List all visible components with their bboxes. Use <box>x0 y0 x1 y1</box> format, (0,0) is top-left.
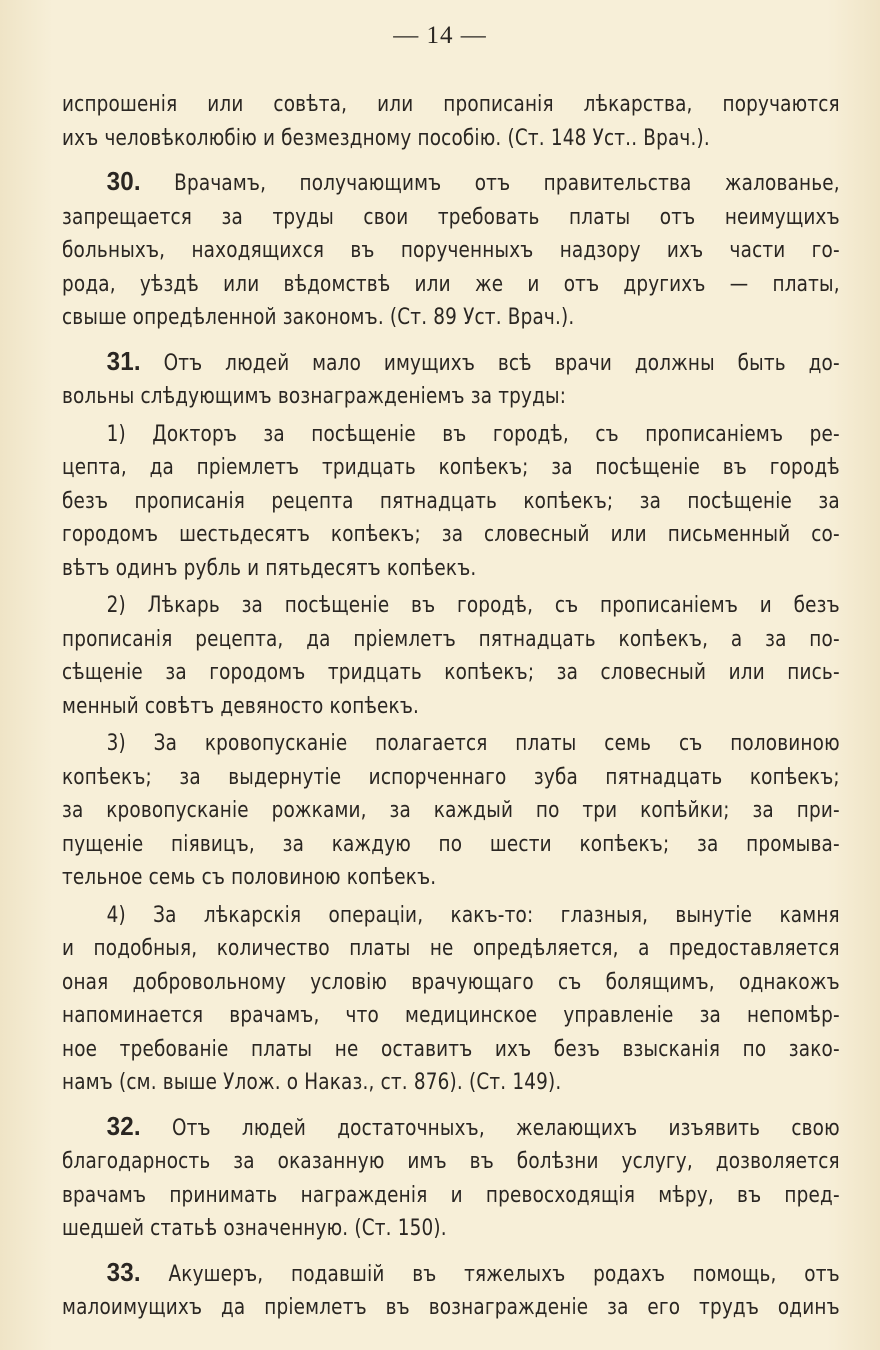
article-31-item-2 <box>62 589 840 723</box>
text-line: шедшей статьѣ означенную. (Ст. 150). <box>62 1216 447 1241</box>
text-line: испрошенія или совѣта, или прописанія лѣкарства, поручаются <box>62 92 840 117</box>
article-31-item-3 <box>62 727 840 895</box>
text-line: вольны слѣдующимъ вознагражденіемъ за труды: <box>62 384 567 409</box>
text-line: ихъ человѣколюбію и безмездному пособію. (Ст. 148 Уст.. Врач.). <box>62 125 710 151</box>
text-line: сѣщеніе за городомъ тридцать копѣекъ; за словесный или пись- <box>62 660 840 685</box>
text-line: ное требованіе платы не оставитъ ихъ безъ взысканія по зако- <box>62 1036 840 1062</box>
article-31-item-4 <box>62 899 840 1100</box>
text-line: копѣекъ; за выдернутіе испорченнаго зуба пятнадцать копѣекъ; <box>62 764 840 790</box>
text-line: благодарность за оказанную имъ въ болѣзни услугу, дозволяется <box>62 1149 840 1174</box>
text-line: городомъ шестьдесятъ копѣекъ; за словесный или письменный со- <box>62 522 840 547</box>
article-number: 32. <box>106 1110 141 1141</box>
text-line: безъ прописанія рецепта пятнадцать копѣекъ; за посѣщеніе за <box>62 488 840 514</box>
text-line: 33. Акушеръ, подавшій въ тяжелыхъ родахъ помощь, отъ <box>106 1256 840 1287</box>
text-line: 31. Отъ людей мало имущихъ всѣ врачи должны быть до- <box>106 345 840 376</box>
paragraph-continuation <box>62 88 840 155</box>
text-line: 1) Докторъ за посѣщеніе въ городѣ, съ прописаніемъ ре- <box>106 421 840 447</box>
text-line: прописанія рецепта, да пріемлетъ пятнадцать копѣекъ, а за по- <box>62 626 840 652</box>
text-line: пущеніе піявицъ, за каждую по шести копѣекъ; за промыва- <box>62 831 840 857</box>
text-line: больныхъ, находящихся въ порученныхъ надзору ихъ части го- <box>62 238 840 263</box>
text-line: напоминается врачамъ, что медицинское управленіе за непомѣр- <box>62 1003 840 1028</box>
article-number: 30. <box>106 166 141 196</box>
text-line: менный совѣтъ девяносто копѣекъ. <box>62 693 420 719</box>
article-31 <box>62 345 840 414</box>
page-body <box>62 88 840 1325</box>
text-line: и подобныя, количество платы не опредѣляется, а предоставляется <box>62 936 840 961</box>
text-line: вѣтъ одинъ рубль и пятьдесятъ копѣекъ. <box>62 555 477 581</box>
text-line: 4) За лѣкарскія операціи, какъ-то: глазныя, вынутіе камня <box>106 902 840 928</box>
page-number: — 14 — <box>393 22 487 49</box>
text-line: врачамъ принимать награжденія и превосходящія мѣру, въ пред- <box>62 1182 840 1208</box>
text-line: намъ (см. выше Улож. о Наказ., ст. 876). (Ст. 149). <box>62 1070 562 1095</box>
text-line: рода, уѣздѣ или вѣдомствѣ или же и отъ другихъ — платы, <box>62 271 840 297</box>
text-line: свыше опредѣленной закономъ. (Ст. 89 Уст. Врач.). <box>62 305 575 330</box>
article-32 <box>62 1110 840 1246</box>
article-number: 33. <box>106 1256 141 1287</box>
article-30 <box>62 165 840 335</box>
text-line: 32. Отъ людей достаточныхъ, желающихъ изъявить свою <box>106 1110 840 1141</box>
text-line: 30. Врачамъ, получающимъ отъ правительства жалованье, <box>106 166 840 196</box>
article-number: 31. <box>106 345 141 376</box>
article-33 <box>62 1256 840 1325</box>
text-line: запрещается за труды свои требовать платы отъ неимущихъ <box>62 204 840 230</box>
article-31-item-1 <box>62 418 840 586</box>
text-line: 3) За кровопусканіе полагается платы семь съ половиною <box>106 731 840 756</box>
text-line: тельное семь съ половиною копѣекъ. <box>62 865 437 890</box>
text-line: за кровопусканіе рожками, за каждый по три копѣйки; за при- <box>62 798 840 823</box>
text-line: малоимущихъ да пріемлетъ въ вознагражденіе за его трудъ одинъ <box>62 1295 840 1320</box>
text-line: цепта, да пріемлетъ тридцать копѣекъ; за посѣщеніе въ городѣ <box>62 455 840 480</box>
text-line: 2) Лѣкарь за посѣщеніе въ городѣ, съ прописаніемъ и безъ <box>106 593 840 618</box>
text-line: оная добровольному условію врачующаго съ болящимъ, однакожъ <box>62 969 840 995</box>
